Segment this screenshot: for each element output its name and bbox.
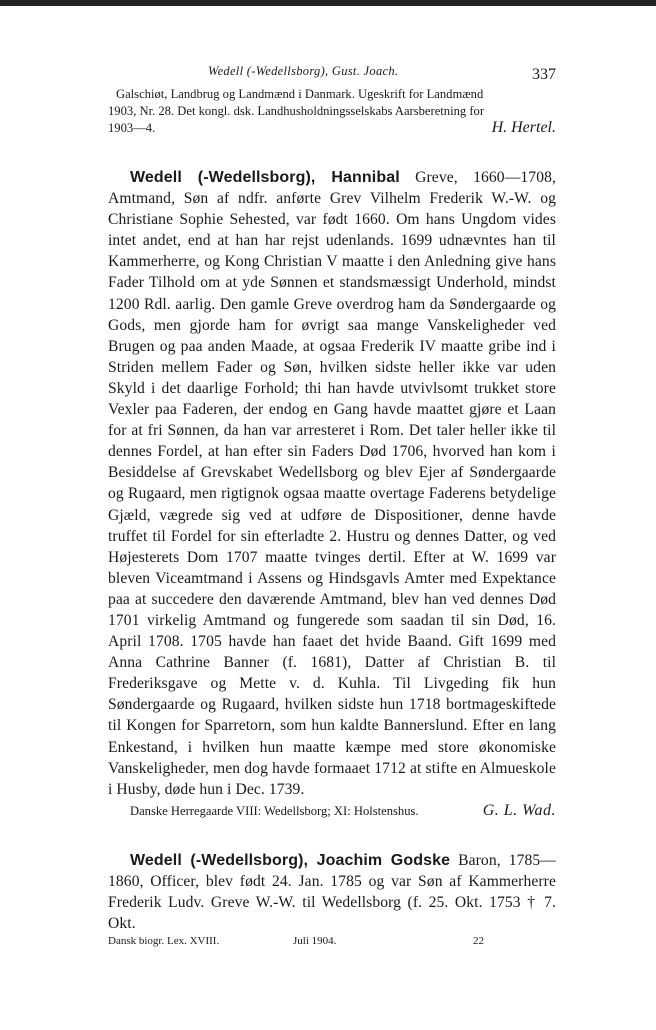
footer-work: Dansk biogr. Lex. XVIII. [108,935,220,948]
entry-hannibal-sources: Danske Herregaarde VIII: Wedellsborg; XI: Holstenshus. [130,803,419,818]
entry-hannibal-signature: G. L. Wad. [482,801,556,819]
prev-entry-end [108,120,556,137]
footer-sheet: 22 [473,935,484,948]
prev-entry-line-2: 1903, Nr. 28. Det kongl. dsk. Landhusholdningsselskabs Aarsberetning for [108,104,485,118]
top-border [0,0,656,6]
entry-hannibal [108,167,556,800]
entry-hannibal-footer [108,802,556,820]
prev-entry-sources [108,86,556,120]
page-number: 337 [532,66,556,83]
entry-joachim [108,850,556,934]
prev-entry-signature: H. Hertel. [491,119,556,136]
running-head-title: Wedell (-Wedellsborg), Gust. Joach. [208,64,399,78]
prev-entry-line-3: 1903—4. [108,121,156,135]
entry-joachim-headword: Wedell (-Wedellsborg), Joachim Godske [130,851,451,869]
running-head [108,58,556,86]
entry-hannibal-headword: Wedell (-Wedellsborg), Hannibal [130,169,400,186]
page-footer [108,935,556,947]
entry-joachim-text: Baron, 1785—1860, Officer, blev født 24. Jan. 1785 og var Søn af Kammerherre Frederik Ludv. Greve W.-W. til Wedellsborg (f. 25. Okt. 1753 † 7. Okt. [108,851,557,933]
prev-entry-line-1: Galschiøt, Landbrug og Landmænd i Danmark. Ugeskrift for Landmænd [116,87,484,101]
page [108,58,556,947]
footer-date: Juli 1904. [293,935,337,948]
entry-hannibal-text: Greve, 1660—1708, Amtmand, Søn af ndfr. anførte Grev Vilhelm Frederik W.-W. og Christiane Sophie Sehested, var født 1660. Om hans Ungdom vides intet andet, end at han har rejst udenlands. 1699 udnævntes han til Kammerherre, og Kong Christian V maatte i den Anledning give hans Fader Tilhold om at yde Sønnen et standsmæssigt Underhold, mindst 1200 Rdl. aarlig. Den gamle Greve overdrog ham da Søndergaarde og Gods, men gjorde ham for øvrigt saa mange Vanskeligheder ved Brugen og paa anden Maade, at ogsaa Frederik IV maatte gribe ind i Striden mellem Fader og Søn, hvilken sidste heller ikke var uden Skyld i det daarlige Forhold; thi han havde utvivlsomt trukket store Vexler paa Faderen, der endog en Gang havde maattet gjøre et Laan for at fri Sønnen, da han var arresteret i Rom. Det taler heller ikke til dennes Fordel, at han efter sin Faders Død 1706, hvorved han kom i Besiddelse af Grevskabet Wedellsborg og blev Ejer af Søndergaarde og Rugaard, men rigtignok ogsaa maatte overtage Faderens betydelige Gjæld, vægrede sig ved at udføre de Dispositioner, denne havde truffet til Fordel for sin efterladte 2. Hustru og dennes Datter, og ved Højesterets Dom 1707 maatte tvinges dertil. Efter at W. 1699 var bleven Viceamtmand i Assens og Hindsgavls Amter med Expektance paa at succedere den daværende Amtmand, blev han ved dennes Død 1701 virkelig Amtmand og fungerede som saadan til sin Død, 16. April 1708. 1705 havde han faaet det hvide Baand. Gift 1699 med Anna Cathrine Banner (f. 1681), Datter af Christian B. til Frederiksgave og Mette v. d. Kuhla. Til Livgeding fik hun Søndergaarde og Rugaard, hvilken sidste hun 1718 bortmageskiftede til Kongen for Sparretorn, som hun kaldte Bannerslund. Efter en lang Enkestand, i hvilken hun maatte kæmpe med store økonomiske Vanskeligheder, men dog havde formaaet 1712 at stifte en Almueskole i Husby, døde hun i Dec. 1739. [108,169,556,798]
